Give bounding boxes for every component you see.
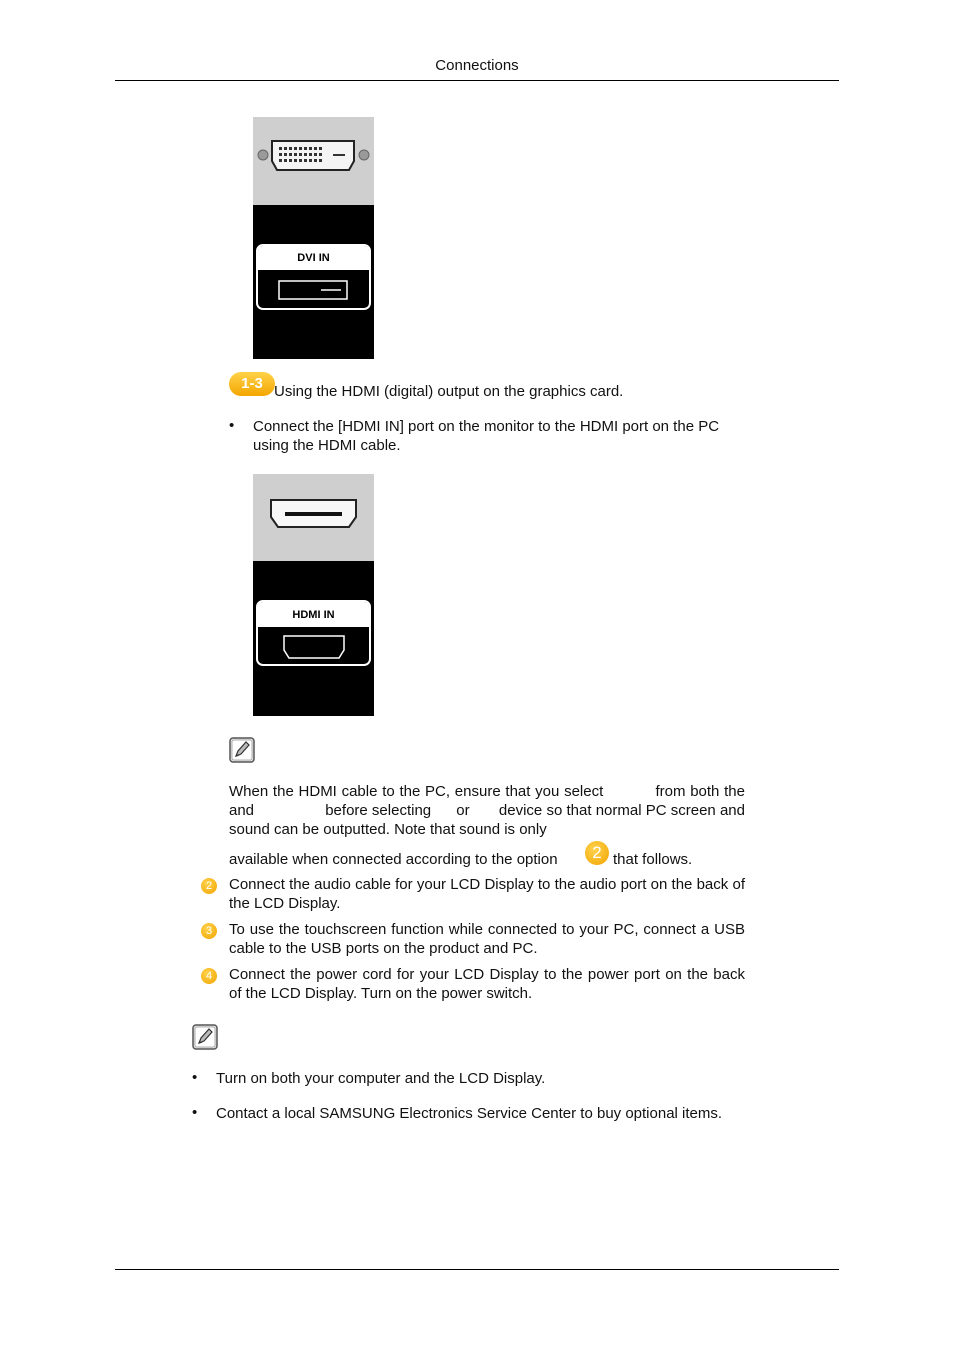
hdmi-port-icon — [253, 474, 374, 716]
step-badge-1-3: 1-3 — [229, 372, 275, 396]
step-text: To use the touchscreen function while connected to your PC, connect a USB cable to the USB ports on the product and PC. — [229, 921, 745, 957]
dvi-port-figure — [253, 117, 374, 359]
dvi-in-label: DVI IN — [297, 252, 330, 264]
bullet-mark: • — [192, 1069, 198, 1086]
bullet-mark: • — [192, 1104, 198, 1121]
step-number-badge: 4 — [201, 968, 217, 984]
note1-line2-pre: available when connected according to the option — [229, 851, 558, 868]
note1-line2-post: that follows. — [613, 851, 693, 868]
note-pencil-icon — [192, 1024, 218, 1050]
bullet-mark: • — [229, 417, 235, 434]
page-header-title: Connections — [435, 57, 519, 74]
step-number-badge: 2 — [201, 878, 217, 894]
header-rule — [115, 80, 839, 81]
step-text: Connect the power cord for your LCD Display to the power port on the back of the LCD Display. Turn on the power switch. — [229, 966, 745, 1002]
note2-bullet-text: Contact a local SAMSUNG Electronics Service Center to buy optional items. — [216, 1105, 723, 1122]
option-badge-2: 2 — [585, 841, 609, 865]
dvi-port-icon — [253, 117, 374, 359]
hdmi-step-heading: Using the HDMI (digital) output on the graphics card. — [274, 383, 624, 400]
step-text: Connect the audio cable for your LCD Display to the audio port on the back of the LCD Display. — [229, 876, 745, 912]
footer-rule — [115, 1269, 839, 1270]
hdmi-bullet-text: Connect the [HDMI IN] port on the monitor to the HDMI port on the PC using the HDMI cable. — [253, 418, 720, 454]
hdmi-port-figure — [253, 474, 374, 716]
note1-paragraph: When the HDMI cable to the PC, ensure that you select from both the and before selecting or device so that normal PC screen and sound can be outputted. Note that sound is only — [229, 783, 821, 838]
note-pencil-icon — [229, 737, 255, 763]
step-number-badge: 3 — [201, 923, 217, 939]
note2-bullet-text: Turn on both your computer and the LCD Display. — [216, 1070, 546, 1087]
hdmi-in-label: HDMI IN — [292, 609, 335, 621]
